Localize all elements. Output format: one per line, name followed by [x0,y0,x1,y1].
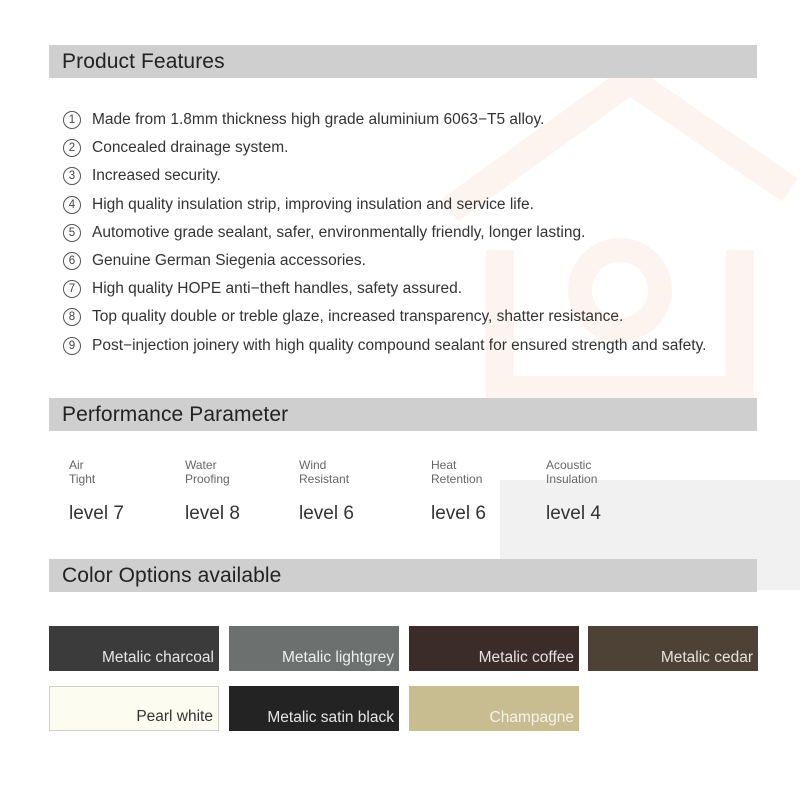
color-swatch-pearl-white [49,686,219,731]
item-number-badge: 4 [63,196,81,214]
product-features-header [49,45,757,78]
feature-text: Post−injection joinery with high quality compound sealant for ensured strength and safety. [92,336,707,354]
parameter-label-line2: Retention [431,472,483,486]
color-swatch-metalic-charcoal [49,626,219,671]
color-swatch-metalic-lightgrey [229,626,399,671]
feature-text: Genuine German Siegenia accessories. [92,251,366,269]
color-name: Metalic coffee [478,649,574,666]
color-swatch-metalic-coffee [409,626,579,671]
color-name: Metalic lightgrey [282,649,394,666]
product-features-title: Product Features [62,50,225,73]
performance-parameter-header [49,398,757,431]
parameter-label-line1: Air [69,458,84,472]
parameter-level: level 6 [431,503,486,524]
color-options-title: Color Options available [62,564,282,587]
parameter-label-line1: Acoustic [546,458,592,472]
color-name: Metalic cedar [660,649,753,666]
item-number-badge: 8 [63,308,81,326]
list-item [63,193,793,221]
color-swatch-metalic-cedar [588,626,758,671]
item-number-badge: 9 [63,337,81,355]
feature-text: Automotive grade sealant, safer, environmentally friendly, longer lasting. [92,223,586,241]
parameter-label-line1: Heat [431,458,457,472]
list-item [63,164,793,192]
color-name: Pearl white [136,708,213,725]
list-item [63,334,793,362]
color-name: Champagne [489,709,574,726]
feature-text: Concealed drainage system. [92,139,289,157]
parameter-wind-resistant [299,458,354,525]
color-name: Metalic satin black [267,709,394,726]
feature-text: High quality HOPE anti−theft handles, safety assured. [92,280,463,298]
item-number-badge: 5 [63,224,81,242]
parameter-label-line1: Wind [299,458,327,472]
parameter-label-line2: Insulation [546,472,598,486]
parameter-label-line2: Resistant [299,472,350,486]
feature-text: Made from 1.8mm thickness high grade aluminium 6063−T5 alloy. [92,111,545,128]
parameter-level: level 8 [185,503,240,524]
list-item [63,249,793,277]
parameter-acoustic-insulation [546,458,601,525]
parameter-air-tight [69,458,124,525]
feature-text: High quality insulation strip, improving insulation and service life. [92,195,534,213]
item-number-badge: 1 [63,111,81,129]
item-number-badge: 3 [63,167,81,185]
parameter-label-line2: Tight [69,472,96,486]
list-item [63,136,793,164]
feature-text: Top quality double or treble glaze, increased transparency, shatter resistance. [92,308,624,326]
color-options-header [49,559,757,592]
parameter-level: level 7 [69,503,124,524]
list-item [63,108,793,136]
color-swatch-champagne [409,686,579,731]
list-item [63,305,793,333]
parameter-level: level 6 [299,503,354,524]
parameter-heat-retention [431,458,486,525]
parameter-level: level 4 [546,503,601,524]
item-number-badge: 2 [63,139,81,157]
performance-parameter-title: Performance Parameter [62,403,289,426]
item-number-badge: 7 [63,280,81,298]
color-name: Metalic charcoal [102,649,214,666]
parameter-label-line1: Water [185,458,217,472]
parameter-water-proofing [185,458,240,525]
color-swatch-metalic-satin-black [229,686,399,731]
features-list [63,108,793,362]
list-item [63,277,793,305]
list-item [63,221,793,249]
parameter-label-line2: Proofing [185,472,230,486]
item-number-badge: 6 [63,252,81,270]
feature-text: Increased security. [92,167,221,185]
